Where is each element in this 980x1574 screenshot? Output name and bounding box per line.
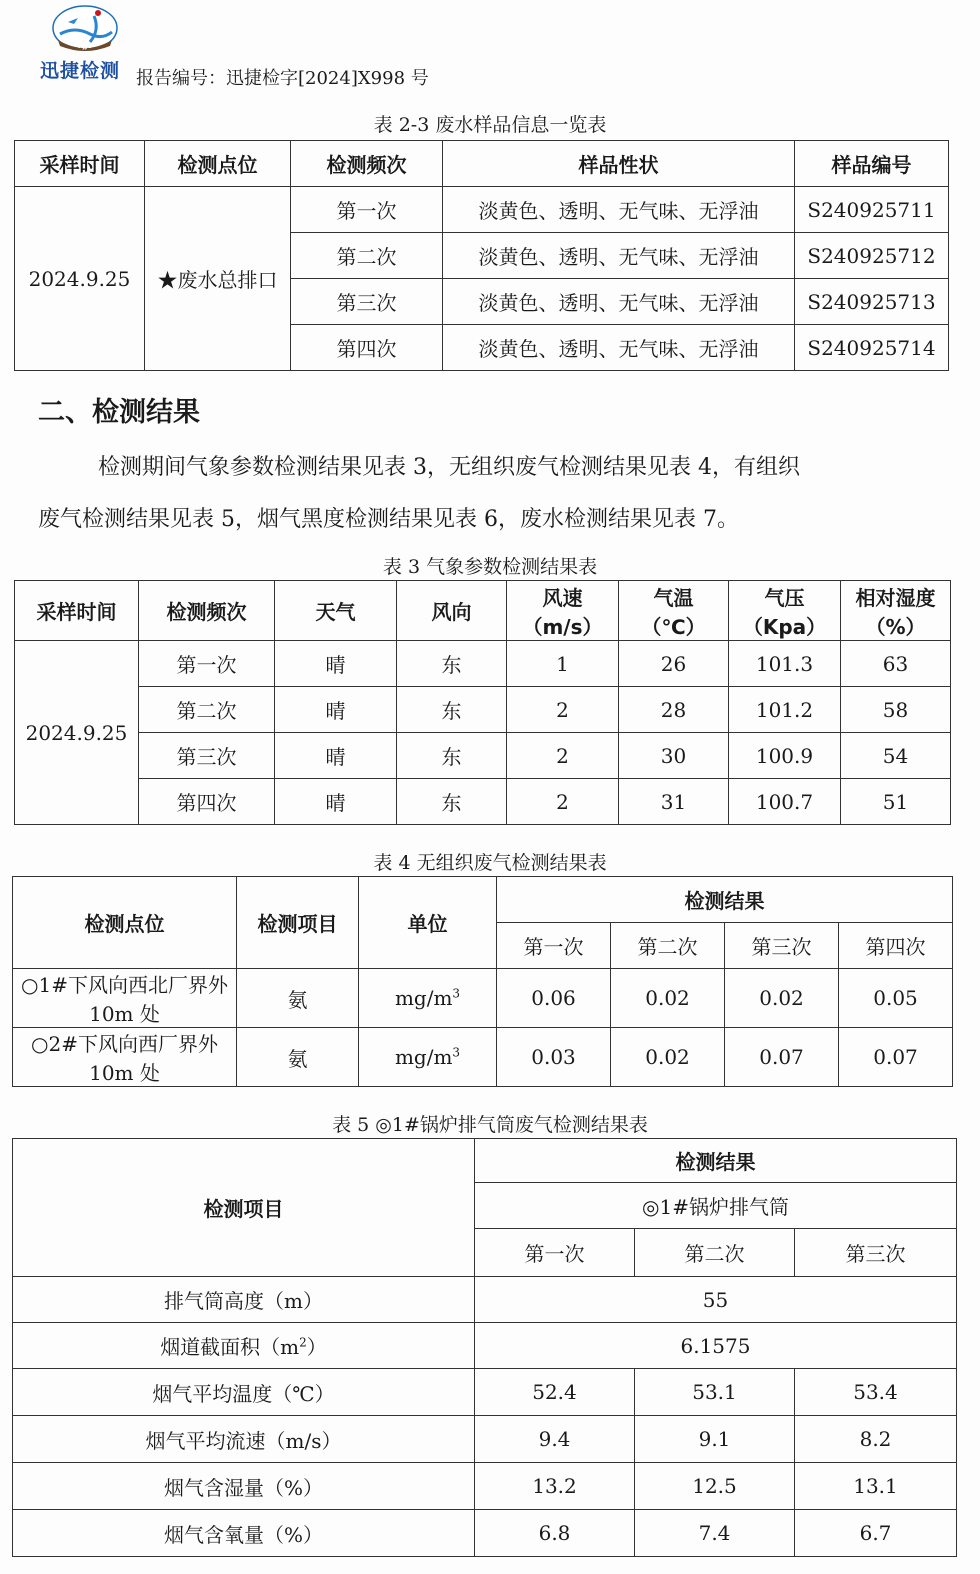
result-value: 12.5 xyxy=(635,1463,795,1510)
cell-text: mg/m xyxy=(394,1045,453,1069)
temperature: 31 xyxy=(619,779,729,825)
cell-text: 3 xyxy=(452,1045,461,1060)
wind-speed: 2 xyxy=(507,687,619,733)
header-frequency xyxy=(139,581,275,641)
result-value: 0.07 xyxy=(725,1028,839,1087)
humidity: 63 xyxy=(841,641,951,687)
sample-appearance: 淡黄色、透明、无气味、无浮油 xyxy=(443,187,795,233)
cell-text: 相对湿度 xyxy=(855,585,936,610)
result-value: 9.1 xyxy=(635,1416,795,1463)
report-number: 报告编号：迅捷检字[2024]X998 号 xyxy=(136,68,429,89)
frequency: 第三次 xyxy=(291,279,443,325)
header-sample-id: 样品编号 xyxy=(795,141,949,187)
sample-id: S240925711 xyxy=(795,187,949,233)
humidity: 54 xyxy=(841,733,951,779)
frequency: 第二次 xyxy=(139,687,275,733)
result-value: 0.07 xyxy=(839,1028,953,1087)
paragraph-line-1: 检测期间气象参数检测结果见表 3，无组织废气检测结果见表 4，有组织 xyxy=(98,455,800,480)
wind-direction: 东 xyxy=(397,779,507,825)
header-weather xyxy=(275,581,397,641)
header-test-item: 检测项目 xyxy=(13,1139,475,1277)
table-header-row xyxy=(13,1139,957,1183)
header-run-3: 第三次 xyxy=(725,923,839,969)
sample-appearance: 淡黄色、透明、无气味、无浮油 xyxy=(443,325,795,371)
unit xyxy=(359,969,497,1028)
cell-text: 风速 xyxy=(542,585,583,610)
result-value: 0.06 xyxy=(497,969,611,1028)
cell-text: 检测频次 xyxy=(166,600,247,624)
cell-text: （Kpa） xyxy=(742,614,827,639)
stack-emissions-table xyxy=(12,1138,957,1557)
result-value: 6.7 xyxy=(795,1510,957,1557)
header-test-point: 检测点位 xyxy=(145,141,291,187)
cell-text: 3 xyxy=(452,986,461,1001)
table-row xyxy=(15,187,949,233)
header-test-result: 检测结果 xyxy=(475,1139,957,1183)
cell-text: 气温 xyxy=(653,585,694,610)
result-value: 0.05 xyxy=(839,969,953,1028)
cell-text: 风向 xyxy=(431,600,472,624)
cell-text: （℃） xyxy=(641,614,706,639)
cell-text: 10m 处 xyxy=(89,1002,160,1026)
header-test-result: 检测结果 xyxy=(497,877,953,923)
header-run-2: 第二次 xyxy=(635,1229,795,1277)
temperature: 30 xyxy=(619,733,729,779)
sample-id: S240925712 xyxy=(795,233,949,279)
company-logo xyxy=(50,4,120,54)
sampling-date: 2024.9.25 xyxy=(15,641,139,825)
humidity: 51 xyxy=(841,779,951,825)
cell-text: 天气 xyxy=(315,600,356,624)
test-item: 氨 xyxy=(237,969,359,1028)
merged-value: 55 xyxy=(475,1277,957,1323)
cell-text: （%） xyxy=(865,614,926,639)
pressure: 101.3 xyxy=(729,641,841,687)
cell-text: 采样时间 xyxy=(36,600,117,624)
frequency: 第四次 xyxy=(291,325,443,371)
pressure: 100.9 xyxy=(729,733,841,779)
table-header-row xyxy=(13,877,953,923)
merged-value: 6.1575 xyxy=(475,1323,957,1369)
header-run-2: 第二次 xyxy=(611,923,725,969)
header-unit: 单位 xyxy=(359,877,497,969)
cell-text: mg/m xyxy=(394,986,453,1010)
unit xyxy=(359,1028,497,1087)
cell-text: 2 xyxy=(299,1335,307,1350)
result-value: 8.2 xyxy=(795,1416,957,1463)
cell-text: 烟道截面积（m xyxy=(160,1335,300,1359)
result-value: 13.2 xyxy=(475,1463,635,1510)
result-value: 6.8 xyxy=(475,1510,635,1557)
item-label: 烟气平均流速（m/s） xyxy=(13,1416,475,1463)
pressure: 100.7 xyxy=(729,779,841,825)
sample-appearance: 淡黄色、透明、无气味、无浮油 xyxy=(443,279,795,325)
table-row xyxy=(13,1277,957,1323)
header-wind-direction xyxy=(397,581,507,641)
result-value: 0.03 xyxy=(497,1028,611,1087)
table-4-caption: 表 4 无组织废气检测结果表 xyxy=(373,852,607,874)
table-row xyxy=(13,1369,957,1416)
result-value: 53.1 xyxy=(635,1369,795,1416)
wind-direction: 东 xyxy=(397,641,507,687)
header-run-1: 第一次 xyxy=(497,923,611,969)
table-3-caption: 表 3 气象参数检测结果表 xyxy=(382,556,598,578)
cell-text: 10m 处 xyxy=(89,1061,160,1085)
item-label xyxy=(13,1323,475,1369)
sample-id: S240925713 xyxy=(795,279,949,325)
table-row xyxy=(13,1323,957,1369)
weather-params-table xyxy=(14,580,951,825)
cell-text: ） xyxy=(306,1335,327,1359)
header-temperature xyxy=(619,581,729,641)
header-frequency: 检测频次 xyxy=(291,141,443,187)
sample-id: S240925714 xyxy=(795,325,949,371)
table-row xyxy=(15,687,951,733)
table-row xyxy=(15,641,951,687)
paragraph-line-2: 废气检测结果见表 5，烟气黑度检测结果见表 6，废水检测结果见表 7。 xyxy=(38,507,739,532)
header-humidity xyxy=(841,581,951,641)
header-test-point: 检测点位 xyxy=(13,877,237,969)
header-test-item: 检测项目 xyxy=(237,877,359,969)
frequency: 第一次 xyxy=(291,187,443,233)
weather: 晴 xyxy=(275,779,397,825)
wind-direction: 东 xyxy=(397,687,507,733)
wind-direction: 东 xyxy=(397,733,507,779)
table-header-row xyxy=(15,141,949,187)
result-value: 7.4 xyxy=(635,1510,795,1557)
table-header-row xyxy=(15,581,951,641)
test-item: 氨 xyxy=(237,1028,359,1087)
header-sampling-time xyxy=(15,581,139,641)
temperature: 26 xyxy=(619,641,729,687)
result-value: 0.02 xyxy=(611,1028,725,1087)
table-row xyxy=(13,1510,957,1557)
logo-emblem-icon xyxy=(50,4,120,54)
sample-appearance: 淡黄色、透明、无气味、无浮油 xyxy=(443,233,795,279)
weather: 晴 xyxy=(275,733,397,779)
header-sample-appearance: 样品性状 xyxy=(443,141,795,187)
table-row xyxy=(15,733,951,779)
logo-badge-text: XJJC xyxy=(78,43,92,50)
header-pressure xyxy=(729,581,841,641)
frequency: 第三次 xyxy=(139,733,275,779)
humidity: 58 xyxy=(841,687,951,733)
weather: 晴 xyxy=(275,687,397,733)
table-row xyxy=(13,1416,957,1463)
cell-text: ○2#下风向西厂界外 xyxy=(31,1032,218,1056)
section-title: 二、检测结果 xyxy=(38,397,200,428)
temperature: 28 xyxy=(619,687,729,733)
logo-text: 迅捷检测 xyxy=(40,60,121,82)
test-point xyxy=(13,969,237,1028)
frequency: 第二次 xyxy=(291,233,443,279)
result-value: 52.4 xyxy=(475,1369,635,1416)
header-run-1: 第一次 xyxy=(475,1229,635,1277)
result-value: 53.4 xyxy=(795,1369,957,1416)
wastewater-sample-table xyxy=(14,140,949,371)
result-value: 13.1 xyxy=(795,1463,957,1510)
header-run-3: 第三次 xyxy=(795,1229,957,1277)
item-label: 烟气含氧量（%） xyxy=(13,1510,475,1557)
item-label: 烟气含湿量（%） xyxy=(13,1463,475,1510)
frequency: 第一次 xyxy=(139,641,275,687)
test-point: ★废水总排口 xyxy=(145,187,291,371)
table-row xyxy=(15,779,951,825)
cell-text: ○1#下风向西北厂界外 xyxy=(21,973,228,997)
cell-text: （m/s） xyxy=(522,614,603,639)
result-value: 0.02 xyxy=(611,969,725,1028)
wind-speed: 1 xyxy=(507,641,619,687)
header-run-4: 第四次 xyxy=(839,923,953,969)
wind-speed: 2 xyxy=(507,733,619,779)
fugitive-emissions-table xyxy=(12,876,953,1087)
pressure: 101.2 xyxy=(729,687,841,733)
table-row xyxy=(13,1028,953,1087)
header-wind-speed xyxy=(507,581,619,641)
table-2-3-caption: 表 2-3 废水样品信息一览表 xyxy=(373,114,607,136)
wind-speed: 2 xyxy=(507,779,619,825)
result-value: 9.4 xyxy=(475,1416,635,1463)
item-label: 排气筒高度（m） xyxy=(13,1277,475,1323)
table-5-caption: 表 5 ◎1#锅炉排气筒废气检测结果表 xyxy=(332,1114,648,1136)
table-row xyxy=(13,969,953,1028)
cell-text: 气压 xyxy=(764,585,805,610)
frequency: 第四次 xyxy=(139,779,275,825)
table-row xyxy=(13,1463,957,1510)
header-sampling-time: 采样时间 xyxy=(15,141,145,187)
result-value: 0.02 xyxy=(725,969,839,1028)
header-source: ◎1#锅炉排气筒 xyxy=(475,1183,957,1229)
item-label: 烟气平均温度（℃） xyxy=(13,1369,475,1416)
weather: 晴 xyxy=(275,641,397,687)
test-point xyxy=(13,1028,237,1087)
sampling-date: 2024.9.25 xyxy=(15,187,145,371)
